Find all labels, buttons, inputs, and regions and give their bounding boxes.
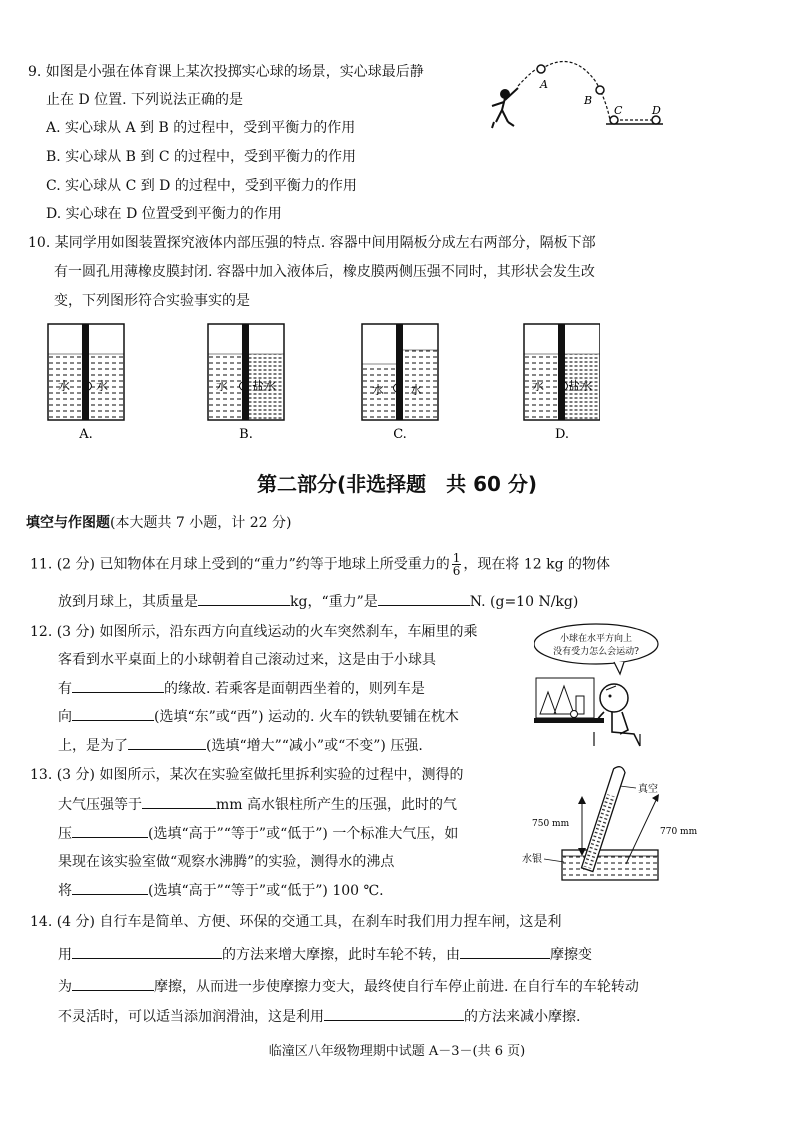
q14-line2: 用 的方法来增大摩擦，此时车轮不转，由 摩擦变: [58, 944, 592, 965]
ball-a: [537, 65, 545, 73]
q12-line4: 向 (选填“东”或“西”) 运动的. 火车的铁轨要铺在枕木: [58, 706, 459, 727]
label-c: C: [614, 104, 623, 117]
answer-blank[interactable]: [142, 794, 216, 809]
q13-line4: 果现在该实验室做“观察水沸腾”的实验，测得水的沸点: [58, 854, 395, 870]
svg-text:盐水: 盐水: [568, 379, 593, 393]
svg-text:水: 水: [410, 383, 423, 397]
athlete-icon: [492, 88, 518, 128]
answer-blank[interactable]: [72, 678, 164, 693]
answer-blank[interactable]: [72, 944, 222, 959]
ball-b: [596, 86, 604, 94]
q9-option-d: D. 实心球在 D 位置受到平衡力的作用: [46, 206, 282, 222]
q14-line1: 14. (4 分) 自行车是简单、方便、环保的交通工具，在刹车时我们用力捏车闸，这是利: [30, 914, 562, 930]
label-a: A: [540, 78, 548, 91]
section-heading: 填空与作图题(本大题共 7 小题，计 22 分): [26, 515, 292, 531]
q9-stem-line1: 9. 如图是小强在体育课上某次投掷实心球的场景，实心球最后静: [28, 64, 424, 80]
q13-line3: 压 (选填“高于”“等于”或“低于”) 一个标准大气压，如: [58, 823, 458, 844]
q9-option-a: A. 实心球从 A 到 B 的过程中，受到平衡力的作用: [46, 120, 356, 136]
q13-line2: 大气压强等于 mm 高水银柱所产生的压强，此时的气: [58, 794, 457, 815]
q12-line1: 12. (3 分) 如图所示，沿东西方向直线运动的火车突然刹车，车厢里的乘: [30, 624, 478, 640]
q11-line1: 11. (2 分) 已知物体在月球上受到的“重力”约等于地球上所受重力的 $\frac{1}{6}$ ，现在将 12 kg 的物体: [30, 551, 611, 578]
answer-blank[interactable]: [460, 944, 550, 959]
bubble-text-2: 没有受力怎么会运动?: [553, 647, 639, 657]
container-b: [208, 324, 284, 420]
q13-line5: 将 (选填“高于”“等于”或“低于”) 100 ℃.: [58, 880, 384, 901]
ball-d: [652, 116, 660, 124]
answer-blank[interactable]: [72, 976, 154, 991]
container-a: [48, 324, 124, 420]
svg-text:水: 水: [58, 379, 71, 393]
answer-blank[interactable]: [128, 735, 206, 750]
q14-line3: 为 摩擦，从而进一步使摩擦力变大，最终使自行车停止前进. 在自行车的车轮转动: [58, 976, 639, 997]
answer-blank[interactable]: [324, 1006, 464, 1021]
label-mercury: 水银: [522, 854, 542, 865]
q14-line4: 不灵活时，可以适当添加润滑油，这是利用 的方法来减小摩擦.: [58, 1006, 580, 1027]
container-d: [524, 324, 600, 420]
ball-c: [610, 116, 618, 124]
q9-option-c: C. 实心球从 C 到 D 的过程中，受到平衡力的作用: [46, 178, 357, 194]
svg-text:盐水: 盐水: [252, 379, 277, 393]
part-two-title: 第二部分(非选择题 共 60 分): [256, 472, 538, 496]
option-letter-a: A.: [79, 427, 93, 442]
answer-blank[interactable]: [72, 823, 148, 838]
label-770mm: 770 mm: [660, 827, 698, 837]
q9-stem-line2: 止在 D 位置. 下列说法正确的是: [46, 92, 244, 108]
answer-blank[interactable]: [198, 591, 290, 606]
q9-option-b: B. 实心球从 B 到 C 的过程中，受到平衡力的作用: [46, 149, 356, 165]
option-letter-b: B.: [239, 427, 253, 442]
passenger-head: [600, 684, 628, 712]
answer-blank[interactable]: [378, 591, 470, 606]
svg-text:水: 水: [216, 379, 229, 393]
q10-containers-figure: [40, 320, 600, 445]
svg-text:水: 水: [532, 379, 545, 393]
q11-line2: 放到月球上，其质量是 kg，“重力”是 N. (g=10 N/kg): [58, 591, 578, 612]
q12-train-figure: [534, 622, 664, 750]
answer-blank[interactable]: [72, 880, 148, 895]
q9-throw-figure: [478, 52, 678, 134]
q12-line2: 客看到水平桌面上的小球朝着自己滚动过来，这是由于小球具: [58, 652, 436, 668]
bubble-text-1: 小球在水平方向上: [559, 634, 633, 644]
svg-text:水: 水: [372, 383, 385, 397]
svg-text:水: 水: [96, 379, 109, 393]
option-letter-c: C.: [393, 427, 407, 442]
label-d: D: [652, 104, 661, 117]
q12-line3: 有 的缘故. 若乘客是面朝西坐着的，则列车是: [58, 678, 425, 699]
q12-line5: 上，是为了 (选填“增大”“减小”或“不变”) 压强.: [58, 735, 423, 756]
answer-blank[interactable]: [72, 706, 154, 721]
q13-line1: 13. (3 分) 如图所示，某次在实验室做托里拆利实验的过程中，测得的: [30, 767, 464, 783]
q10-stem-line2: 有一圆孔用薄橡皮膜封闭. 容器中加入液体后，橡皮膜两侧压强不同时，其形状会发生改: [54, 264, 595, 280]
fraction-one-sixth: $\frac{1}{6}$: [452, 551, 461, 578]
option-letter-d: D.: [554, 427, 570, 442]
page-footer: 临潼区八年级物理期中试题 A－3－(共 6 页): [268, 1044, 526, 1059]
label-b: B: [584, 94, 593, 107]
label-750mm: 750 mm: [532, 819, 570, 829]
label-vacuum: 真空: [638, 784, 658, 795]
q10-stem-line3: 变，下列图形符合实验事实的是: [54, 293, 250, 309]
q10-stem-line1: 10. 某同学用如图装置探究液体内部压强的特点. 容器中间用隔板分成左右两部分，隔板下部: [28, 235, 596, 251]
q13-torricelli-figure: [512, 764, 702, 888]
container-c: [362, 324, 438, 420]
